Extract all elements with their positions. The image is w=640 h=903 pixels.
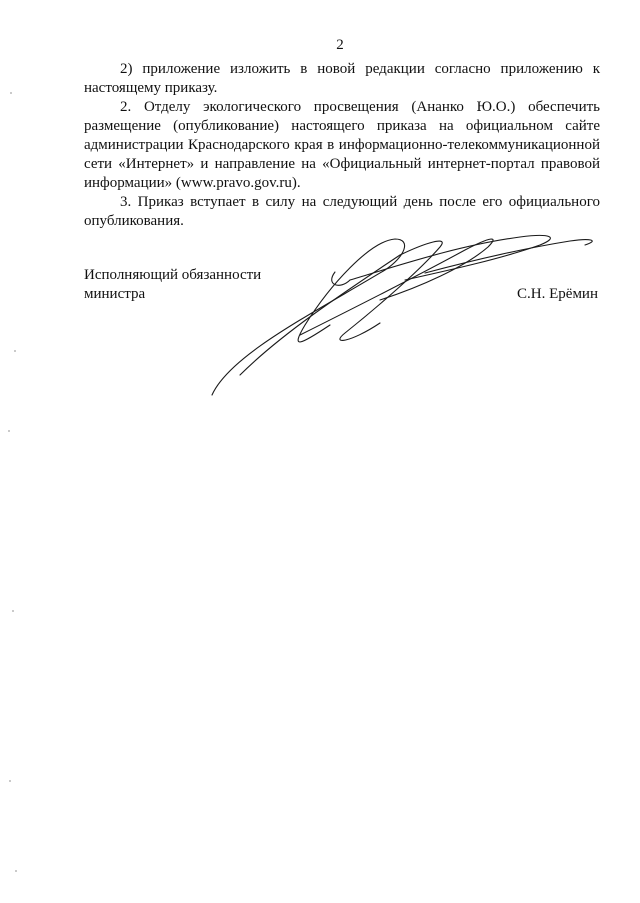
scan-speck xyxy=(15,870,17,872)
scan-speck xyxy=(14,350,16,352)
signatory-name: С.Н. Ерёмин xyxy=(517,286,598,302)
scan-speck xyxy=(9,780,11,782)
paragraph-appendix-edit: 2) приложение изложить в новой редакции согласно приложению к настоящему приказу. xyxy=(84,61,600,96)
signature-block xyxy=(84,266,600,304)
handwritten-signature-icon xyxy=(200,225,620,405)
scan-speck xyxy=(10,92,12,94)
scan-speck xyxy=(12,610,14,612)
paragraph-publication-duty: 2. Отделу экологического просвещения (Ананко Ю.О.) обеспечить размещение (опубликование) настоящего приказа на официальном сайте администрации Краснодарского края в информационно-телекоммуникационной сети «Интернет» и направление на «Официальный интернет-портал правовой информации» (www.pravo.gov.ru). xyxy=(84,99,600,191)
scan-speck xyxy=(8,430,10,432)
paragraph-entry-into-force: 3. Приказ вступает в силу на следующий день после его официального опубликования. xyxy=(84,194,600,229)
document-body xyxy=(84,60,600,231)
page-number: 2 xyxy=(336,37,344,53)
signatory-position: Исполняющий обязанности министра xyxy=(84,267,262,302)
